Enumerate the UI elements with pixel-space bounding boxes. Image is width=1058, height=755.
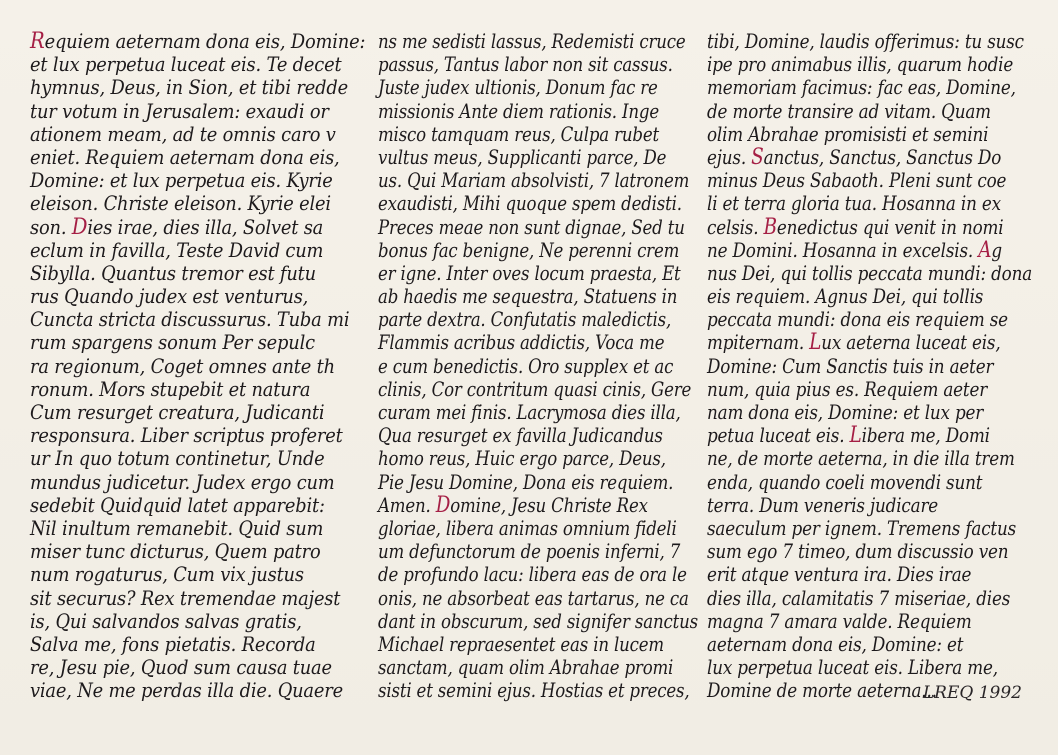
text-line — [707, 191, 1001, 216]
text-line — [30, 633, 328, 656]
text-line — [30, 517, 328, 540]
text-line — [707, 563, 979, 586]
text-segment: Salva me, fons pietatis. Recorda — [30, 631, 316, 656]
text-segment: eleison. Christe eleison. Kyrie elei — [30, 191, 331, 216]
text-line — [30, 191, 331, 216]
text-segment: Qua resurget ex favilla Judicandus — [378, 423, 663, 448]
text-segment: tur votum in Jerusalem: exaudi or — [30, 98, 329, 123]
text-line — [378, 539, 681, 564]
text-segment: Pie Jesu Domine, Dona eis requiem. — [378, 469, 674, 494]
text-segment: Flammis acribus addictis, Voca me — [378, 330, 665, 355]
text-segment: Nil inultum remanebit. Quid sum — [30, 515, 324, 540]
text-segment: vultus meus, Supplicanti parce, De — [378, 144, 667, 169]
text-segment: Michael repraesentet eas in lucem — [378, 631, 664, 656]
text-segment: misco tamquam reus, Culpa rubet — [378, 121, 659, 146]
text-segment: sedebit Quidquid latet apparebit: — [30, 492, 325, 517]
text-line — [378, 446, 666, 471]
text-segment: ipe pro animabus illis, quarum hodie — [707, 52, 1014, 77]
text-line — [30, 285, 328, 308]
text-line — [30, 610, 328, 633]
text-line — [378, 469, 674, 494]
text-segment: li et terra gloria tua. Hosanna in ex — [707, 191, 1001, 216]
text-line — [707, 75, 1016, 100]
rubric-initial: A — [978, 237, 992, 263]
text-line — [378, 376, 692, 401]
text-line — [30, 121, 336, 146]
text-line — [378, 400, 681, 424]
text-segment: ationem meam, ad te omnis caro v — [30, 121, 336, 146]
text-line — [378, 144, 667, 169]
text-segment: re, Jesu pie, Quod sum causa tuae — [30, 655, 332, 680]
text-segment: parte dextra. Confutatis maledictis, — [378, 307, 672, 332]
text-line — [30, 353, 335, 378]
text-segment: eis requiem. Agnus Dei, qui tollis — [707, 284, 984, 309]
text-line — [707, 307, 1008, 332]
text-segment: saeculum per ignem. Tremens factus — [707, 515, 1017, 540]
text-segment: olim Abrahae promisisti et semini — [707, 121, 989, 146]
text-segment: ronum. Mors stupebit et natura — [30, 376, 311, 401]
text-segment: son. — [30, 214, 72, 239]
text-line — [30, 100, 328, 123]
text-line — [707, 284, 984, 309]
text-line — [378, 29, 686, 53]
text-line — [378, 492, 648, 518]
text-line — [30, 378, 328, 401]
text-line — [378, 608, 698, 633]
text-segment: sum ego 7 timeo, dum discussio ven — [707, 539, 1009, 564]
text-segment: ux aeterna luceat eis, — [821, 330, 1001, 355]
text-segment: ur In quo totum continetur, Unde — [30, 446, 325, 471]
text-line — [378, 191, 682, 216]
text-segment: gloriae, libera animas omnium fideli — [378, 515, 677, 540]
text-line — [30, 585, 341, 610]
text-segment: is, Qui salvandos salvas gratis, — [30, 608, 302, 633]
text-line — [707, 52, 1014, 77]
text-line — [378, 260, 681, 285]
text-line — [707, 214, 1004, 240]
text-line — [378, 121, 659, 146]
text-segment: aeternam dona eis, Domine: et — [707, 631, 964, 656]
text-line — [707, 330, 1001, 356]
text-segment: omine, Jesu Christe Rex — [450, 492, 648, 517]
text-segment: ies irae, dies illa, Solvet sa — [87, 214, 324, 239]
text-segment: tibi, Domine, laudis offerimus: tu susc — [707, 29, 1024, 53]
text-line — [707, 376, 988, 401]
text-line — [30, 540, 328, 563]
text-segment: peccata mundi: dona eis requiem se — [707, 307, 1008, 332]
text-segment: Domine de morte aeterna... — [707, 678, 937, 703]
text-line — [707, 400, 984, 424]
text-segment: mundus judicetur. Judex ergo cum — [30, 469, 335, 494]
rubric-initial: L — [849, 423, 862, 449]
text-line — [378, 237, 680, 262]
text-line — [30, 144, 340, 169]
text-segment: passus, Tantus labor non sit cassus. — [378, 52, 673, 77]
text-segment: ab haedis me sequestra, Statuens in — [378, 284, 678, 309]
text-segment: Amen. — [378, 492, 436, 517]
text-segment: Preces meae non sunt dignae, Sed tu — [378, 214, 685, 239]
text-line — [30, 447, 328, 470]
text-segment: ibera me, Domi — [861, 423, 990, 448]
text-line — [707, 237, 1002, 263]
text-segment: minus Deus Sabaoth. Pleni sunt coe — [707, 168, 1007, 193]
text-segment: ne Domini. Hosanna in excelsis. — [707, 237, 979, 262]
text-segment: hymnus, Deus, in Sion, et tibi redde — [30, 75, 348, 100]
text-segment: nam dona eis, Domine: et lux per — [707, 400, 984, 424]
text-segment: Domine: Cum Sanctis tuis in aeter — [707, 353, 994, 378]
text-segment: de morte transire ad vitam. Quam — [707, 98, 991, 123]
text-line — [30, 239, 328, 262]
text-segment: ejus. — [707, 144, 752, 169]
text-segment: rus Quando judex est venturus, — [30, 284, 309, 309]
text-segment: Juste judex ultionis, Donum fac re — [378, 75, 658, 100]
text-segment: sit securus? Rex tremendae majest — [30, 585, 341, 610]
text-segment: g — [991, 237, 1002, 262]
text-column-2 — [378, 29, 698, 703]
text-segment: clinis, Cor contritum quasi cinis, Gere — [378, 376, 692, 401]
text-segment: homo reus, Huic ergo parce, Deus, — [378, 446, 666, 471]
text-line — [378, 330, 665, 355]
rubric-initial: B — [763, 214, 777, 240]
text-segment: miser tunc dicturus, Quem patro — [30, 539, 321, 564]
text-line — [30, 168, 333, 193]
text-line — [707, 121, 989, 146]
rubric-initial: R — [30, 29, 45, 54]
text-line — [707, 655, 998, 680]
text-line — [378, 562, 687, 587]
text-column-3 — [707, 29, 1033, 703]
text-segment: bonus fac benigne, Ne perenni crem — [378, 237, 680, 262]
text-line — [707, 515, 1017, 540]
text-segment: lux perpetua luceat eis. Libera me, — [707, 655, 998, 680]
text-line — [378, 423, 663, 448]
text-segment: num rogaturus, Cum vix justus — [30, 562, 304, 587]
text-line — [30, 75, 348, 100]
text-segment: anctus, Sanctus, Sanctus Do — [763, 144, 1002, 169]
text-segment: equiem aeternam dona eis, Domine: — [44, 29, 366, 53]
text-segment: celsis. — [707, 214, 764, 239]
text-line — [707, 98, 991, 123]
text-segment: mpiternam. — [707, 330, 810, 355]
rubric-initial: D — [71, 214, 88, 240]
text-line — [378, 655, 674, 680]
text-line — [378, 631, 664, 656]
text-line — [707, 539, 1009, 564]
text-segment: memoriam facimus: fac eas, Domine, — [707, 75, 1016, 100]
text-line — [707, 144, 1002, 170]
text-segment: ns me sedisti lassus, Redemisti cruce — [378, 29, 686, 53]
text-segment: magna 7 amara valde. Requiem — [707, 608, 972, 633]
text-line — [707, 633, 979, 656]
text-line — [30, 307, 350, 332]
text-line — [30, 331, 328, 354]
text-segment: num, quia pius es. Requiem aeter — [707, 376, 988, 401]
text-segment: us. Qui Mariam absolvisti, 7 latronem — [378, 168, 690, 193]
text-line — [707, 168, 1007, 193]
text-line — [707, 469, 983, 494]
text-line — [707, 260, 1033, 285]
text-line — [378, 585, 689, 610]
rubric-initial: L — [809, 330, 822, 356]
text-segment: de profundo lacu: libera eas de ora le — [378, 562, 687, 587]
text-line — [378, 284, 678, 309]
text-segment: rum spargens sonum Per sepulc — [30, 330, 315, 355]
text-line — [378, 353, 674, 378]
text-line — [378, 75, 658, 100]
text-line — [30, 52, 342, 77]
text-line — [378, 307, 672, 332]
text-line — [30, 423, 343, 448]
text-line — [707, 494, 979, 517]
text-line — [30, 655, 332, 680]
text-segment: um defunctorum de poenis inferni, 7 — [378, 539, 681, 564]
text-segment: sisti et semini ejus. Hostias et preces, — [378, 678, 690, 703]
text-segment: dies illa, calamitatis 7 miseriae, dies — [707, 585, 1011, 610]
text-segment: terra. Dum veneris judicare — [707, 492, 939, 517]
text-line — [378, 98, 660, 123]
text-segment: viae, Ne me perdas illa die. Quaere — [30, 678, 343, 703]
text-line — [30, 678, 343, 703]
text-line — [378, 678, 690, 703]
text-line — [707, 446, 1015, 471]
text-segment: nus Dei, qui tollis peccata mundi: dona — [707, 260, 1033, 285]
text-segment: exaudisti, Mihi quoque spem dedisti. — [378, 191, 682, 216]
text-segment: et lux perpetua luceat eis. Te decet — [30, 52, 342, 77]
text-segment: responsura. Liber scriptus proferet — [30, 423, 343, 448]
text-segment: eniet. Requiem aeternam dona eis, — [30, 144, 340, 169]
text-line — [30, 401, 328, 424]
text-column-1 — [30, 29, 366, 703]
text-segment: er igne. Inter oves locum praesta, Et — [378, 260, 681, 285]
text-segment: enedictus qui venit in nomi — [776, 214, 1004, 239]
signature: LREQ 1992 — [922, 683, 1022, 703]
text-line — [30, 216, 328, 239]
text-segment: Domine: et lux perpetua eis. Kyrie — [30, 168, 333, 193]
text-line — [378, 515, 677, 540]
text-segment: enda, quando coeli movendi sunt — [707, 469, 983, 494]
text-line — [707, 423, 990, 449]
text-line — [30, 262, 328, 285]
text-segment: e cum benedictis. Oro supplex et ac — [378, 353, 674, 378]
text-line — [707, 353, 994, 378]
text-segment: Cuncta stricta discussurus. Tuba mi — [30, 307, 350, 332]
text-segment: ne, de morte aeterna, in die illa trem — [707, 446, 1015, 471]
text-segment: curam mei finis. Lacrymosa dies illa, — [378, 400, 681, 424]
text-line — [30, 29, 366, 54]
text-line — [30, 563, 328, 586]
text-line — [378, 168, 690, 193]
text-line — [30, 469, 335, 494]
text-line — [30, 494, 328, 517]
text-segment: sanctam, quam olim Abrahae promi — [378, 655, 674, 680]
rubric-initial: D — [435, 492, 451, 518]
text-segment: missionis Ante diem rationis. Inge — [378, 98, 660, 123]
rubric-initial: S — [751, 144, 764, 170]
text-segment: erit atque ventura ira. Dies irae — [707, 562, 972, 587]
text-line — [378, 52, 673, 77]
text-segment: petua luceat eis. — [707, 423, 850, 448]
text-segment: eclum in favilla, Teste David cum — [30, 237, 324, 262]
text-line — [707, 610, 979, 633]
text-line — [378, 214, 685, 239]
text-line — [707, 29, 1024, 53]
text-segment: Sibylla. Quantus tremor est futu — [30, 260, 316, 285]
text-line — [707, 585, 1011, 610]
text-segment: dant in obscurum, sed signifer sanctus — [378, 608, 698, 633]
text-segment: onis, ne absorbeat eas tartarus, ne ca — [378, 585, 689, 610]
text-segment: Cum resurget creatura, Judicanti — [30, 400, 325, 424]
text-segment: ra regionum, Coget omnes ante th — [30, 353, 335, 378]
